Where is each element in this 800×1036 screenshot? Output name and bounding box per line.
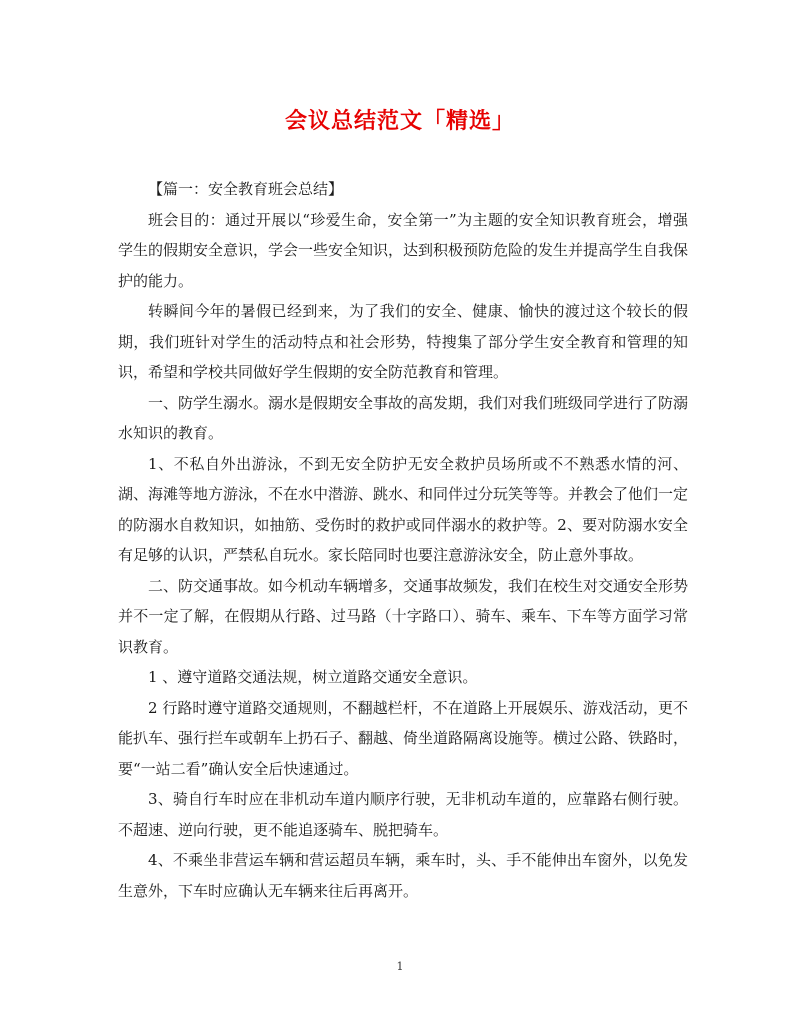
paragraph: 4、不乘坐非营运车辆和营运超员车辆，乘车时，头、手不能伸出车窗外，以免发生意外，下车时应确认无车辆来往后再离开。 [118, 851, 688, 900]
paragraph: 1 、遵守道路交通法规，树立道路交通安全意识。 [148, 668, 478, 686]
paragraph: 班会目的：通过开展以“珍爱生命，安全第一”为主题的安全知识教育班会，增强学生的假期安全意识，学会一些安全知识，达到积极预防危险的发生并提高学生自我保护的能力。 [118, 210, 689, 290]
paragraph: 一、防学生溺水。溺水是假期安全事故的高发期，我们对我们班级同学进行了防溺水知识的教育。 [118, 393, 689, 442]
document-body [118, 174, 688, 906]
paragraph: 1、不私自外出游泳，不到无安全防护无安全救护员场所或不不熟悉水情的河、湖、海滩等地方游泳，不在水中潜游、跳水、和同伴过分玩笑等等。并教会了他们一定的防溺水自救知识，如抽筋、受伤时的救护或同伴溺水的救护等。2、要对防溺水安全有足够的认识，严禁私自玩水。家长陪同时也要注意游泳安全，防止意外事故。 [118, 454, 689, 564]
paragraph: 二、防交通事故。如今机动车辆增多，交通事故频发，我们在校生对交通安全形势并不一定了解，在假期从行路、过马路（十字路口）、骑车、乘车、下车等方面学习常识教育。 [118, 576, 689, 656]
paragraph: 3、骑自行车时应在非机动车道内顺序行驶，无非机动车道的，应靠路右侧行驶。不超速、逆向行驶，更不能追逐骑车、脱把骑车。 [118, 790, 688, 839]
paragraph: 转瞬间今年的暑假已经到来，为了我们的安全、健康、愉快的渡过这个较长的假期，我们班针对学生的活动特点和社会形势，特搜集了部分学生安全教育和管理的知识，希望和学校共同做好学生假期的安全防范教育和管理。 [118, 302, 688, 381]
paragraph: 2 行路时遵守道路交通规则，不翻越栏杆，不在道路上开展娱乐、游戏活动，更不能扒车、强行拦车或朝车上扔石子、翻越、倚坐道路隔离设施等。横过公路、铁路时，要“一站二看”确认安全后快速通过。 [118, 698, 689, 778]
page-number: 1 [396, 960, 404, 973]
section-heading: 【篇一：安全教育班会总结】 [148, 180, 344, 198]
document-title: 会议总结范文「精选」 [284, 108, 515, 134]
